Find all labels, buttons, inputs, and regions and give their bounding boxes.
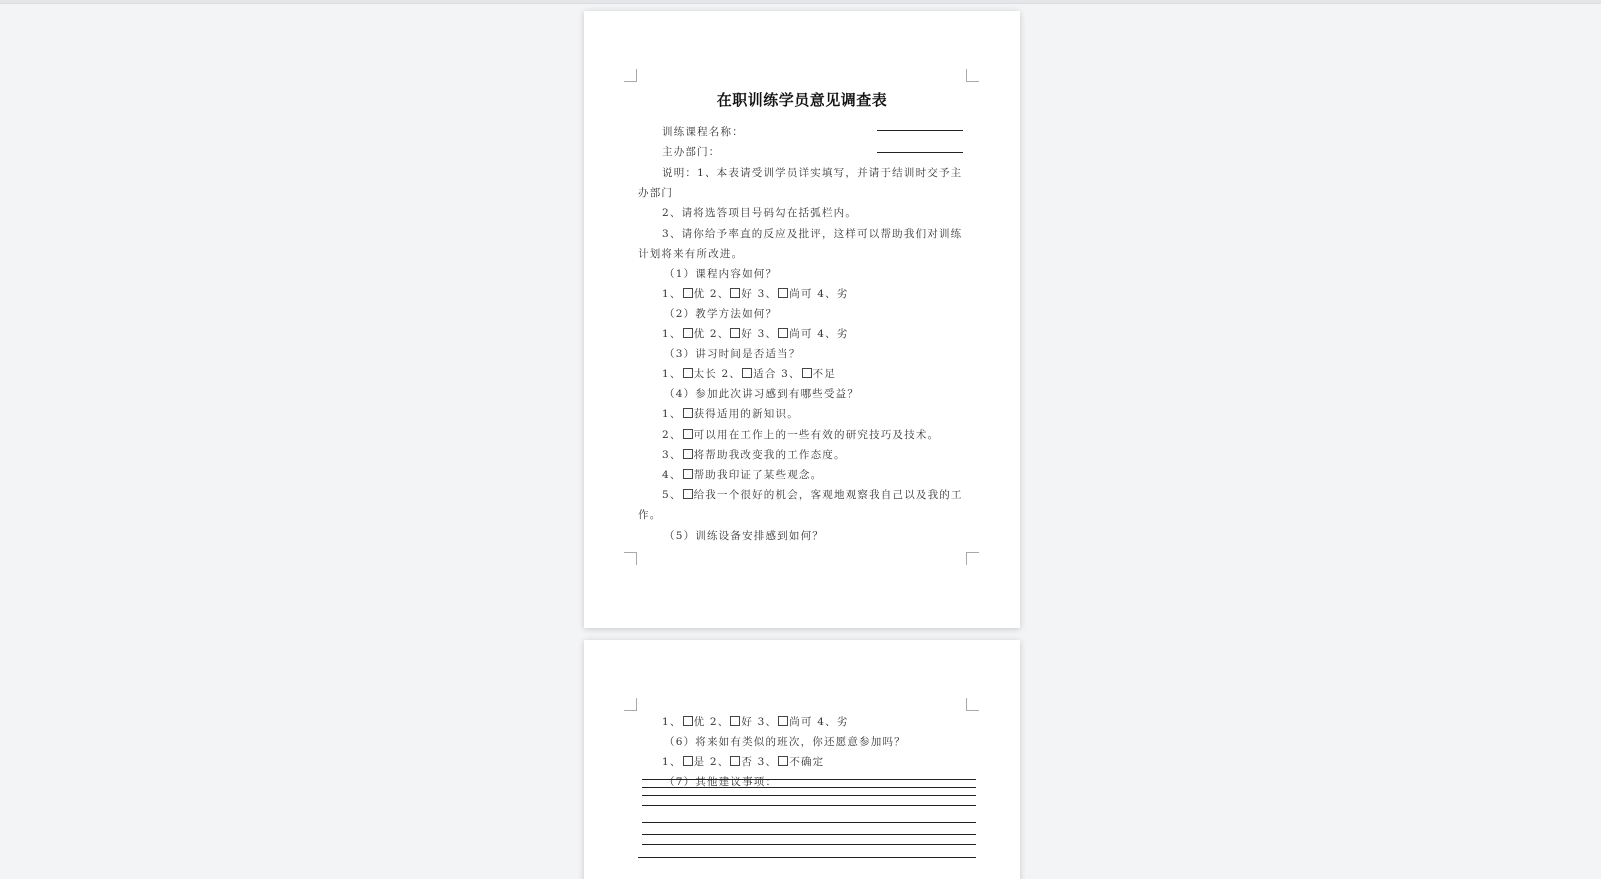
suggestion-line[interactable] [638, 857, 976, 858]
option-label: 帮助我印证了某些观念。 [693, 469, 823, 481]
question-3-options [662, 367, 836, 381]
option-label: 好 3、 [741, 328, 778, 340]
option-label: 好 3、 [741, 288, 778, 300]
question-5: （5）训练设备安排感到如何？ [664, 530, 824, 542]
question-3: （3）讲习时间是否适当？ [664, 348, 801, 360]
department-label: 主办部门： [662, 146, 721, 158]
question-6: （6）将来如有类似的班次，你还愿意参加吗？ [664, 736, 906, 748]
option-number: 4、 [662, 469, 682, 481]
checkbox[interactable] [778, 756, 788, 766]
checkbox[interactable] [683, 288, 693, 298]
option-number: 1、 [662, 328, 682, 340]
document-title: 在职训练学员意见调查表 [716, 91, 888, 109]
page-1 [584, 11, 1020, 628]
option-label: 是 2、 [693, 756, 730, 768]
question-4-answer-3 [662, 448, 846, 462]
option-label: 优 2、 [693, 328, 730, 340]
option-label: 好 3、 [741, 716, 778, 728]
suggestion-line[interactable] [642, 787, 976, 788]
checkbox[interactable] [802, 368, 812, 378]
checkbox[interactable] [683, 469, 693, 479]
option-label: 不确定 [789, 756, 825, 768]
question-4-answer-5-continued: 作。 [638, 509, 662, 521]
note-3-line-2: 计划将来有所改进。 [638, 248, 744, 260]
checkbox[interactable] [683, 429, 693, 439]
question-4-answer-5 [662, 488, 963, 502]
course-name-label: 训练课程名称： [662, 126, 744, 138]
checkbox[interactable] [683, 408, 693, 418]
suggestion-line[interactable] [642, 822, 976, 823]
note-2: 2、请将选答项目号码勾在括弧栏内。 [662, 207, 858, 219]
crop-mark-top-left [624, 698, 637, 711]
option-label: 优 2、 [693, 716, 730, 728]
question-4-answer-1 [662, 407, 799, 421]
checkbox[interactable] [730, 288, 740, 298]
checkbox[interactable] [683, 716, 693, 726]
option-label: 不足 [812, 368, 837, 380]
page-2 [584, 640, 1020, 879]
question-7: （7）其他建议事项： [664, 776, 778, 788]
suggestion-line[interactable] [642, 779, 976, 780]
checkbox[interactable] [730, 756, 740, 766]
crop-mark-bottom-left [624, 552, 637, 565]
option-number: 1、 [662, 288, 682, 300]
question-5-options [662, 715, 848, 729]
checkbox[interactable] [683, 449, 693, 459]
question-2: （2）教学方法如何？ [664, 308, 778, 320]
question-4: （4）参加此次讲习感到有哪些受益？ [664, 388, 860, 400]
course-name-blank [877, 130, 963, 131]
question-4-answer-2 [662, 428, 939, 442]
option-number: 5、 [662, 489, 682, 501]
question-4-answer-4 [662, 468, 822, 482]
crop-mark-top-left [624, 69, 637, 82]
option-label: 尚可 4、劣 [789, 716, 849, 728]
option-label: 尚可 4、劣 [789, 288, 849, 300]
option-number: 3、 [662, 449, 682, 461]
option-label: 太长 2、 [693, 368, 742, 380]
suggestion-line[interactable] [642, 795, 976, 796]
checkbox[interactable] [683, 368, 693, 378]
checkbox[interactable] [778, 288, 788, 298]
option-label: 否 3、 [741, 756, 778, 768]
question-1: （1）课程内容如何？ [664, 268, 778, 280]
option-number: 1、 [662, 756, 682, 768]
checkbox[interactable] [778, 328, 788, 338]
suggestion-line[interactable] [642, 844, 976, 845]
question-2-options [662, 327, 848, 341]
checkbox[interactable] [730, 328, 740, 338]
option-label: 可以用在工作上的一些有效的研究技巧及技术。 [693, 429, 940, 441]
option-label: 给我一个很好的机会，客观地观察我自己以及我的工 [693, 489, 963, 501]
note-3-line-1: 3、请你给予率直的反应及批评，这样可以帮助我们对训练 [662, 228, 963, 240]
suggestion-line[interactable] [642, 805, 976, 806]
option-label: 优 2、 [693, 288, 730, 300]
note-1-line-2: 办部门 [638, 187, 674, 199]
document-viewer[interactable] [0, 3, 1601, 879]
question-6-options [662, 755, 824, 769]
note-1-line-1: 说明：1、本表请受训学员详实填写，并请于结训时交予主 [662, 167, 963, 179]
option-label: 将帮助我改变我的工作态度。 [693, 449, 846, 461]
option-number: 1、 [662, 368, 682, 380]
checkbox[interactable] [730, 716, 740, 726]
checkbox[interactable] [683, 328, 693, 338]
option-label: 尚可 4、劣 [789, 328, 849, 340]
option-label: 适合 3、 [753, 368, 801, 380]
crop-mark-top-right [966, 69, 979, 82]
crop-mark-top-right [966, 698, 979, 711]
question-1-options [662, 287, 848, 301]
department-blank [877, 152, 963, 153]
crop-mark-bottom-right [966, 552, 979, 565]
option-number: 2、 [662, 429, 682, 441]
checkbox[interactable] [778, 716, 788, 726]
checkbox[interactable] [683, 489, 693, 499]
option-number: 1、 [662, 716, 682, 728]
option-number: 1、 [662, 408, 682, 420]
checkbox[interactable] [742, 368, 752, 378]
option-label: 获得适用的新知识。 [693, 408, 799, 420]
checkbox[interactable] [683, 756, 693, 766]
suggestion-line[interactable] [642, 834, 976, 835]
